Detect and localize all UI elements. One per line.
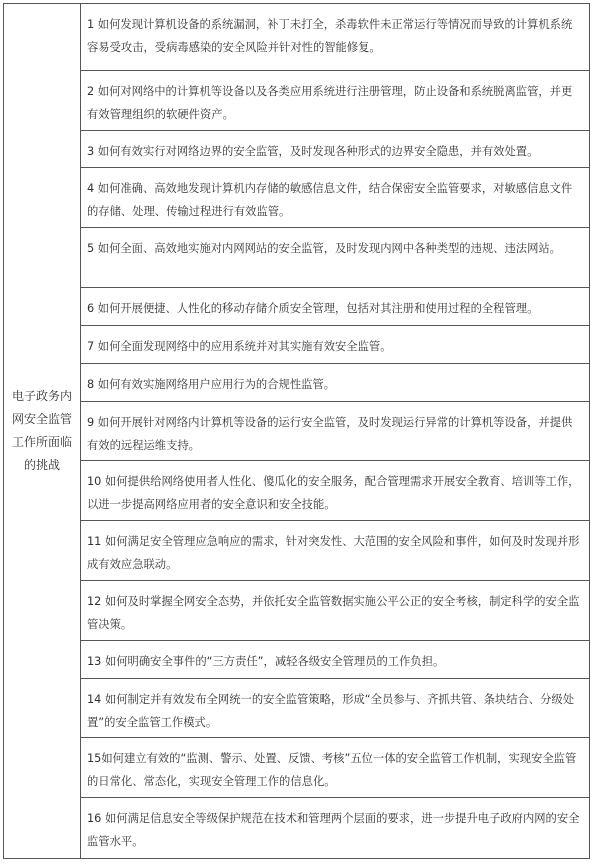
category-label: 电子政务内网安全监管工作所面临的挑战	[11, 389, 72, 472]
challenges-table	[3, 3, 590, 859]
challenge-item-11: 11 如何满足安全管理应急响应的需求，针对突发性、大范围的安全风险和事件，如何及时发现并形成有效应急联动。	[81, 521, 589, 581]
challenge-item-1: 1 如何发现计算机设备的系统漏洞，补丁未打全，杀毒软件未正常运行等情况而导致的计算机系统容易受攻击，受病毒感染的安全风险并针对性的智能修复。	[81, 4, 589, 71]
challenge-item-15: 15如何建立有效的“监测、警示、处置、反馈、考核”五位一体的安全监管工作机制，实现安全监管的日常化、常态化，实现安全管理工作的信息化。	[81, 738, 589, 798]
challenge-item-6: 6 如何开展便捷、人性化的移动存储介质安全管理，包括对其注册和使用过程的全程管理。	[81, 288, 589, 326]
challenge-item-8: 8 如何有效实施网络用户应用行为的合规性监管。	[81, 364, 589, 402]
category-cell	[4, 4, 81, 858]
challenge-item-5: 5 如何全面、高效地实施对内网网站的安全监管，及时发现内网中各种类型的违规、违法网站。	[81, 228, 589, 288]
challenge-item-16: 16 如何满足信息安全等级保护规范在技术和管理两个层面的要求，进一步提升电子政府内网的安全监管水平。	[87, 812, 580, 849]
challenge-item-10: 10 如何提供给网络使用者人性化、傻瓜化的安全服务，配合管理需求开展安全教育、培训等工作，以进一步提高网络应用者的安全意识和安全技能。	[81, 461, 589, 521]
challenge-item-3: 3 如何有效实行对网络边界的安全监管，及时发现各种形式的边界安全隐患，并有效处置。	[81, 131, 589, 169]
challenge-item-12: 12 如何及时掌握全网安全态势，并依托安全监管数据实施公平公正的安全考核，制定科学的安全监管决策。	[81, 581, 589, 641]
challenge-list	[81, 4, 589, 858]
challenge-item-13: 13 如何明确安全事件的“三方责任”，减轻各级安全管理员的工作负担。	[81, 641, 589, 679]
challenge-item-4: 4 如何准确、高效地发现计算机内存储的敏感信息文件，结合保密安全监管要求，对敏感信息文件的存储、处理、传输过程进行有效监管。	[81, 168, 589, 228]
challenge-item-9: 9 如何开展针对网络内计算机等设备的运行安全监管，及时发现运行异常的计算机等设备，并提供有效的远程运维支持。	[81, 402, 589, 462]
challenge-item-7: 7 如何全面发现网络中的应用系统并对其实施有效安全监管。	[81, 326, 589, 364]
challenge-item-14: 14 如何制定并有效发布全网统一的安全监管策略，形成“全员参与、齐抓共管、条块结合、分级处置”的安全监管工作模式。	[81, 679, 589, 739]
challenge-item-2: 2 如何对网络中的计算机等设备以及各类应用系统进行注册管理，防止设备和系统脱离监管，并更有效管理组织的软硬件资产。	[81, 71, 589, 131]
